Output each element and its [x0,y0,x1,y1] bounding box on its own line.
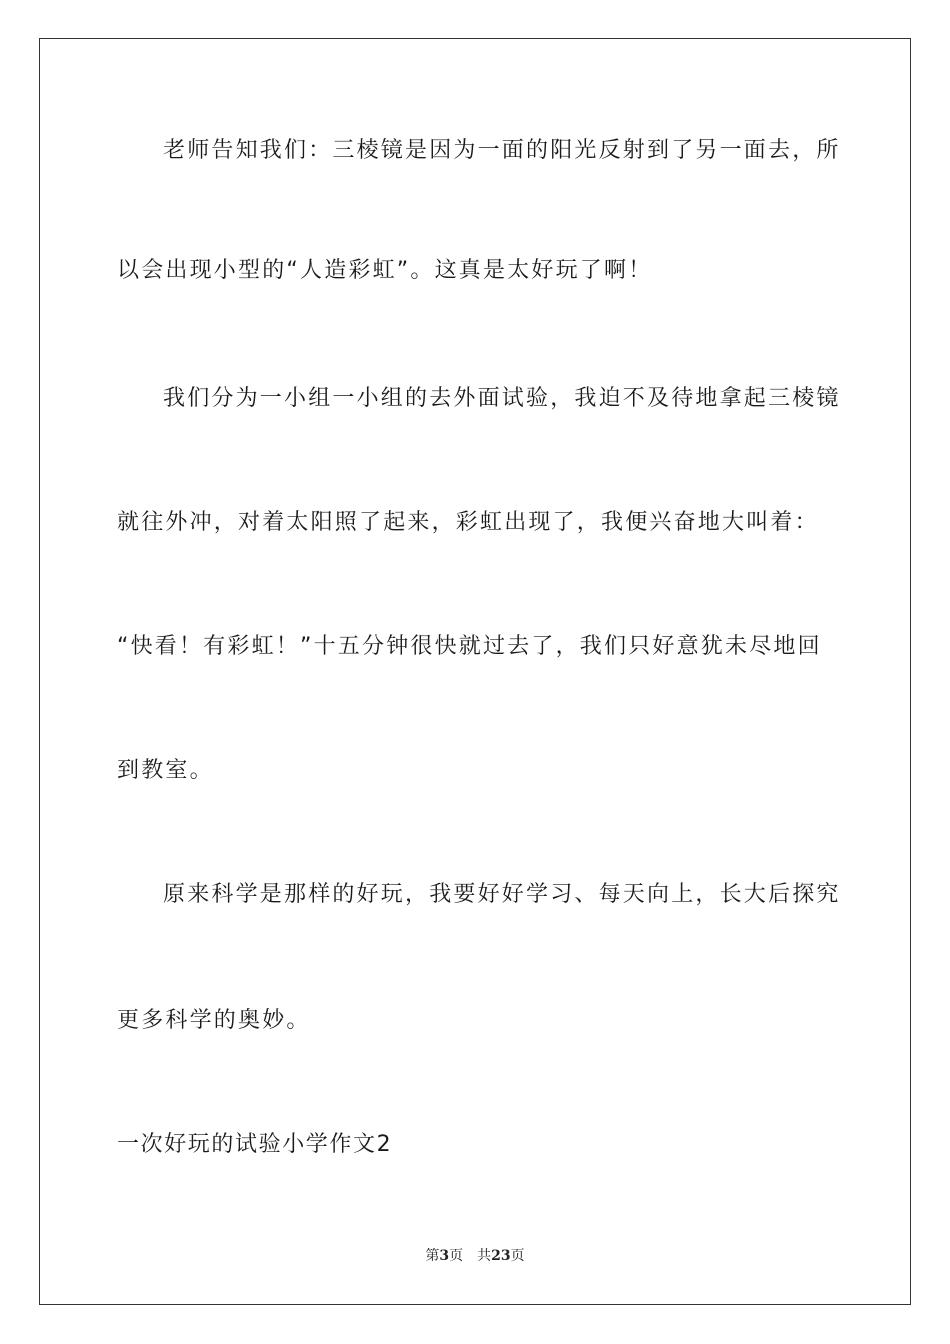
paragraph-1-line-2: 以会出现小型的“人造彩虹”。这真是太好玩了啊！ [117,258,653,283]
footer-page-prefix: 第 [425,1248,440,1264]
footer-page-total: 23 [491,1248,511,1264]
paragraph-3-line-1: 原来科学是那样的好玩，我要好好学习、每天向上，长大后探究 [163,882,841,907]
footer-page-unit: 页 [449,1248,464,1264]
section-heading: 一次好玩的试验小学作文2 [117,1132,393,1157]
paragraph-2-line-2: 就往外冲，对着太阳照了起来，彩虹出现了，我便兴奋地大叫着： [117,510,819,535]
paragraph-2-line-3: “快看！有彩虹！”十五分钟很快就过去了，我们只好意犹未尽地回 [117,634,822,659]
paragraph-2-line-4: 到教室。 [117,758,214,783]
footer-total-prefix: 共 [477,1248,492,1264]
footer-total-unit: 页 [510,1248,525,1264]
page-frame [39,38,911,1305]
paragraph-2-line-1: 我们分为一小组一小组的去外面试验，我迫不及待地拿起三棱镜 [163,386,841,411]
paragraph-3-line-2: 更多科学的奥妙。 [117,1008,311,1033]
paragraph-1-line-1: 老师告知我们：三棱镜是因为一面的阳光反射到了另一面去，所 [163,138,841,163]
page-footer [0,1246,950,1266]
footer-page-current: 3 [439,1248,450,1264]
